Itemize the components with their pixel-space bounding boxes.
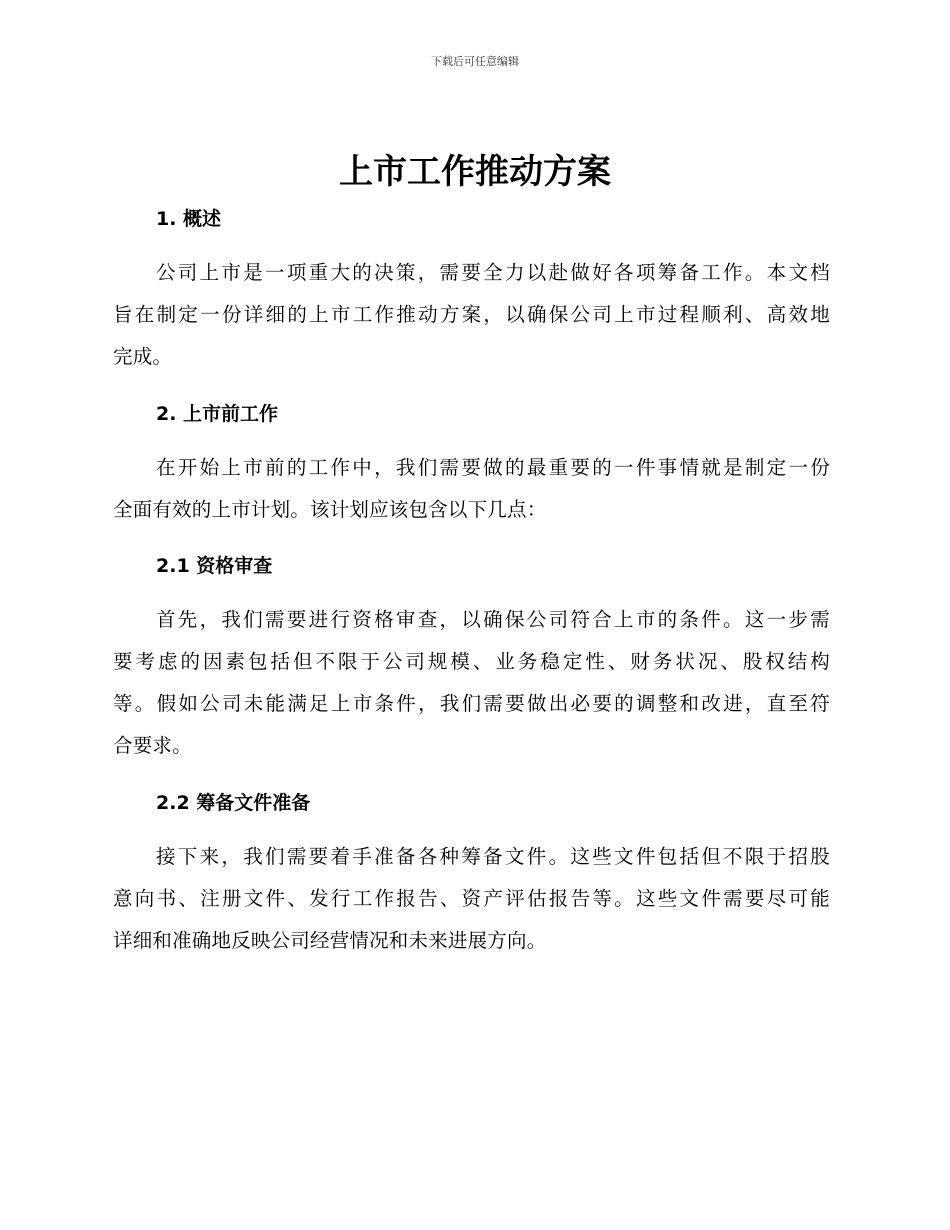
paragraph-line: 接下来，我们需要着手准备各种筹备文件。这些文件包括但不限于招股 <box>156 845 830 868</box>
section-heading-qualification-review: 2.1 资格审查 <box>156 555 273 577</box>
header-note: 下载后可任意编辑 <box>431 55 519 68</box>
paragraph-line: 意向书、注册文件、发行工作报告、资产评估报告等。这些文件需要尽可能 <box>113 887 830 910</box>
paragraph-line: 合要求。 <box>113 734 192 757</box>
paragraph-overview <box>113 252 830 378</box>
paragraph-line: 等。假如公司未能满足上市条件，我们需要做出必要的调整和改进，直至符 <box>113 692 830 715</box>
paragraph-line: 旨在制定一份详细的上市工作推动方案，以确保公司上市过程顺利、高效地 <box>113 303 830 326</box>
paragraph-line: 公司上市是一项重大的决策，需要全力以赴做好各项筹备工作。本文档 <box>156 261 830 284</box>
paragraph-line: 详细和准确地反映公司经营情况和未来进展方向。 <box>113 929 547 952</box>
paragraph-line: 首先，我们需要进行资格审查，以确保公司符合上市的条件。这一步需 <box>156 608 830 631</box>
section-heading-document-preparation: 2.2 筹备文件准备 <box>156 792 311 814</box>
paragraph-line: 要考虑的因素包括但不限于公司规模、业务稳定性、财务状况、股权结构 <box>113 650 830 673</box>
paragraph-line: 在开始上市前的工作中，我们需要做的最重要的一件事情就是制定一份 <box>156 456 830 479</box>
section-heading-overview: 1. 概述 <box>156 208 222 230</box>
paragraph-line: 全面有效的上市计划。该计划应该包含以下几点： <box>113 498 547 521</box>
section-heading-pre-listing: 2. 上市前工作 <box>156 403 279 425</box>
paragraph-pre-listing <box>113 447 830 531</box>
paragraph-document-preparation <box>113 836 830 962</box>
paragraph-qualification-review <box>113 599 830 767</box>
document-title: 上市工作推动方案 <box>339 152 611 192</box>
paragraph-line: 完成。 <box>113 345 173 368</box>
